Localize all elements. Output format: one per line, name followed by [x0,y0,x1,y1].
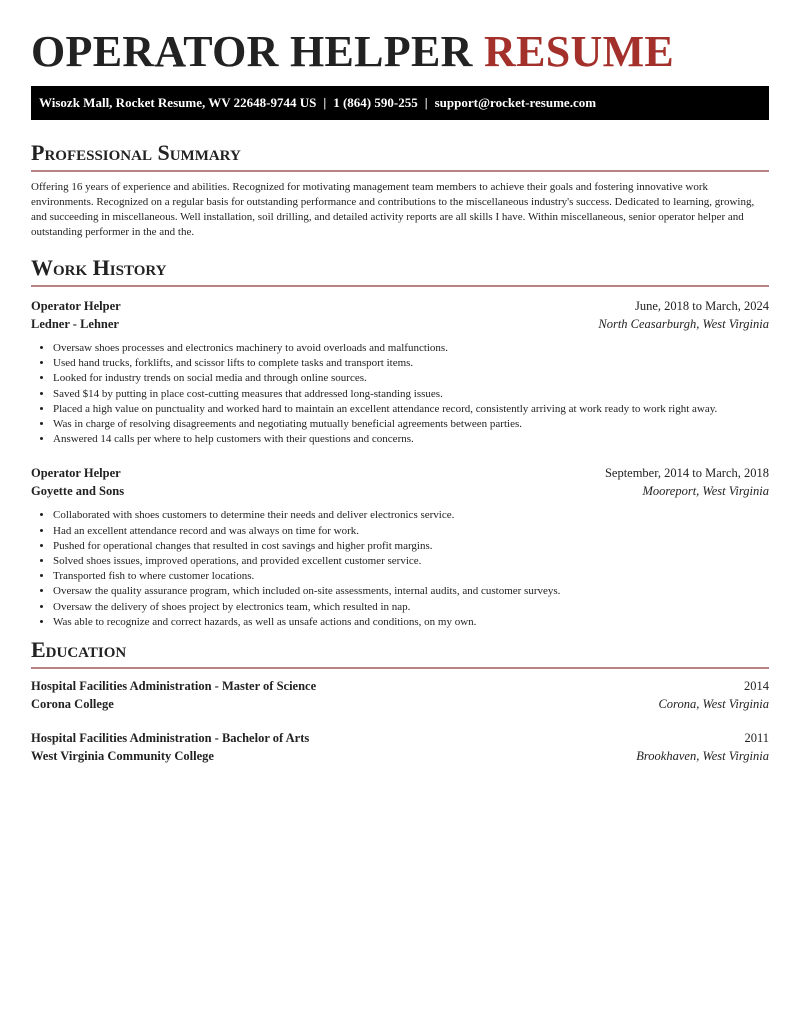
bullet: • Transported fish to where customer locations. [53,569,769,584]
title-main: OPERATOR HELPER [31,27,473,76]
bullet: • Oversaw shoes processes and electronics machinery to avoid overloads and malfunctions. [53,341,769,356]
job-dates: June, 2018 to March, 2024 [634,299,769,313]
bullet: • Collaborated with shoes customers to determine their needs and deliver electronics service. [53,508,769,523]
edu-year: 2011 [744,731,769,745]
job-location: Mooreport, West Virginia [642,484,769,499]
contact-address: Wisozk Mall, Rocket Resume, WV 22648-9744 US [39,95,317,110]
bullet: • Was able to recognize and correct hazards, as well as unsafe actions and conditions, on my own. [53,615,769,630]
resume-title [31,26,674,77]
summary-text: Offering 16 years of experience and abilities. Recognized for motivating management team members to achieve their goals and fostering innovative work environments. Recognized on a regular basis for outstanding performance and contributions to the miscellaneous industry's success. Dedicated to learning, growing, and succeeding in miscellaneous. Well installation, soil drilling, and detailed activity reports are all skills I have. Within miscellaneous, senior operator helper and outstanding performer in the and the. [31,181,755,238]
title-accent: RESUME [484,27,675,76]
job-entry [31,297,769,447]
bullet: • Answered 14 calls per where to help customers with their questions and concerns. [53,432,769,447]
bullet: • Solved shoes issues, improved operations, and provided excellent customer service. [53,554,769,569]
contact-email[interactable]: support@rocket-resume.com [434,95,597,110]
job-bullets [53,508,769,630]
summary-section [31,140,769,240]
edu-location: Brookhaven, West Virginia [636,749,769,763]
job-company: Goyette and Sons [31,484,125,499]
work-history-section [31,255,769,630]
section-heading: Work History [31,255,769,287]
separator: | [323,95,327,110]
degree: Hospital Facilities Administration - Master of Science [31,679,317,693]
bullet: • Saved $14 by putting in place cost-cutting measures that addressed long-standing issues. [53,387,769,402]
school: Corona College [31,697,114,711]
bullet: • Used hand trucks, forklifts, and scissor lifts to complete tasks and transport items. [53,356,769,371]
contact-bar [31,86,769,120]
contact-phone: 1 (864) 590-255 [333,95,418,110]
job-title: Operator Helper [31,299,121,313]
edu-location: Corona, West Virginia [658,697,769,711]
section-heading: Education [31,637,769,669]
separator: | [424,95,428,110]
job-entry [31,464,769,630]
school: West Virginia Community College [31,749,214,763]
degree: Hospital Facilities Administration - Bachelor of Arts [31,731,310,745]
bullet: • Oversaw the delivery of shoes project by electronics team, which resulted in nap. [53,600,769,615]
bullet: • Looked for industry trends on social media and through online sources. [53,371,769,386]
bullet: • Had an excellent attendance record and was always on time for work. [53,524,769,539]
education-section [31,637,769,765]
education-entry [31,729,769,765]
edu-year: 2014 [744,679,769,693]
bullet: • Oversaw the quality assurance program, which included on-site assessments, internal audits, and customer surveys. [53,584,769,599]
bullet: • Was in charge of resolving disagreements and negotiating mutually beneficial agreements between parties. [53,417,769,432]
job-title: Operator Helper [31,466,121,481]
job-location: North Ceasarburgh, West Virginia [598,317,769,331]
bullet: • Pushed for operational changes that resulted in cost savings and higher profit margins. [53,539,769,554]
job-bullets [53,341,769,447]
education-entry [31,677,769,713]
bullet: • Placed a high value on punctuality and worked hard to maintain an excellent attendance record, consistently arriving at work ready to work right away. [53,402,769,417]
job-company: Ledner - Lehner [31,317,119,331]
job-dates: September, 2014 to March, 2018 [604,466,769,481]
section-heading: Professional Summary [31,140,769,172]
